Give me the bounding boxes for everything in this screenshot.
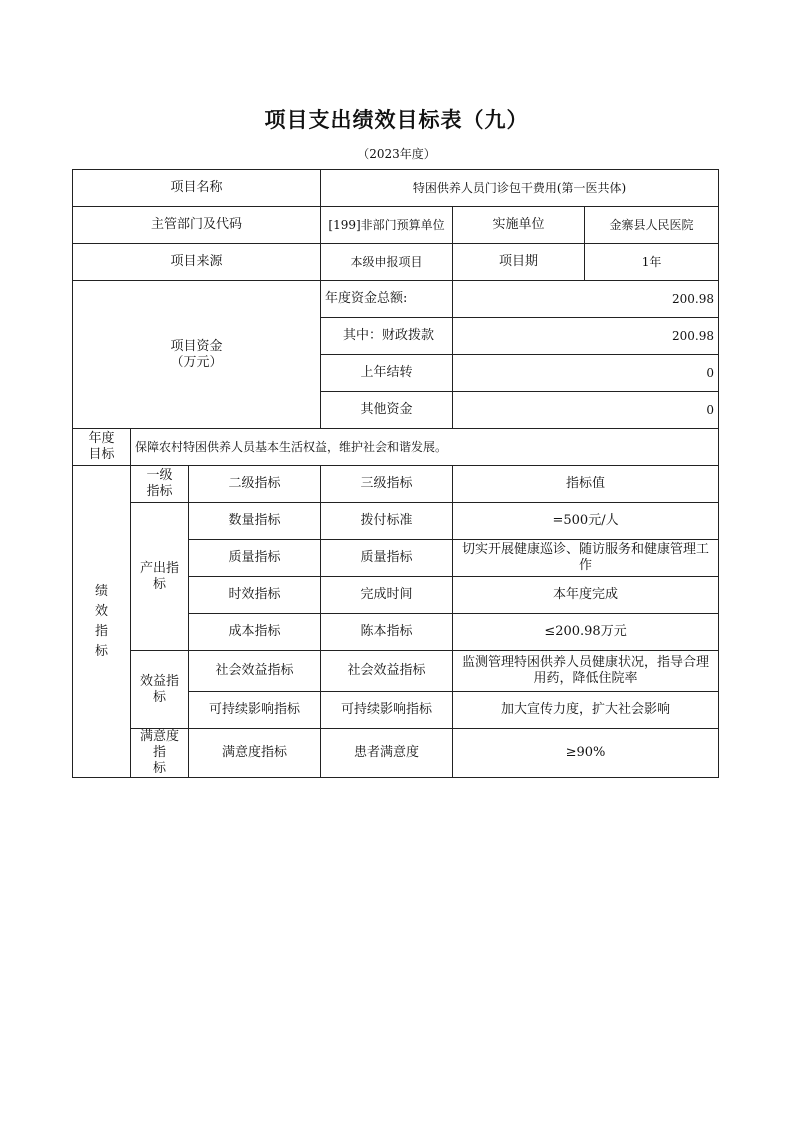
level2-cell: 质量指标 xyxy=(189,540,321,577)
project-name-row xyxy=(73,170,719,207)
section-label-char: 标 xyxy=(94,643,108,659)
indicator-value-cell: =500元/人 xyxy=(453,503,719,540)
funds-row-value: 0 xyxy=(453,392,719,429)
implementing-unit-label: 实施单位 xyxy=(453,207,585,244)
funds-row-value: 200.98 xyxy=(453,281,719,318)
level2-cell: 社会效益指标 xyxy=(189,651,321,692)
indicator-value-cell: ≤200.98万元 xyxy=(453,614,719,651)
level2-cell: 成本指标 xyxy=(189,614,321,651)
indicator-header-row xyxy=(73,466,719,503)
section-label-char: 指 xyxy=(94,623,108,639)
project-source-label: 项目来源 xyxy=(73,244,321,281)
indicator-value-cell: 监测管理特困供养人员健康状况，指导合理用药，降低住院率 xyxy=(453,651,719,692)
funds-row-label: 其他资金 xyxy=(321,392,453,429)
level2-cell: 时效指标 xyxy=(189,577,321,614)
department-label: 主管部门及代码 xyxy=(73,207,321,244)
annual-goal-text: 保障农村特困供养人员基本生活权益，维护社会和谐发展。 xyxy=(131,429,719,466)
funds-row-label: 上年结转 xyxy=(321,355,453,392)
section-label-char: 效 xyxy=(94,603,108,619)
section-label-char: 绩 xyxy=(94,583,108,599)
benefit-indicator-label: 效益指标 xyxy=(131,651,189,729)
funds-total-row xyxy=(73,281,719,318)
level3-header: 三级指标 xyxy=(321,466,453,503)
level2-cell: 满意度指标 xyxy=(189,729,321,778)
funds-row-value: 0 xyxy=(453,355,719,392)
funds-row-label: 其中：财政拨款 xyxy=(321,318,453,355)
project-period-label: 项目期 xyxy=(453,244,585,281)
indicator-value-cell: 加大宣传力度，扩大社会影响 xyxy=(453,692,719,729)
level1-header-line2: 指标 xyxy=(146,484,173,499)
source-row xyxy=(73,244,719,281)
page-title: 项目支出绩效目标表（九） xyxy=(264,108,529,132)
level3-cell: 完成时间 xyxy=(321,577,453,614)
annual-goal-row xyxy=(73,429,719,466)
project-period-value: 1年 xyxy=(585,244,719,281)
project-funds-label-line2: （万元） xyxy=(170,354,223,370)
level3-cell: 患者满意度 xyxy=(321,729,453,778)
satisfaction-label-line1: 满意度指 xyxy=(139,729,179,760)
department-row xyxy=(73,207,719,244)
annual-goal-label-line1: 年度 xyxy=(88,431,115,446)
level1-header xyxy=(131,466,189,503)
funds-row-value: 200.98 xyxy=(453,318,719,355)
satisfaction-label-line2: 标 xyxy=(152,761,166,776)
level2-header: 二级指标 xyxy=(189,466,321,503)
indicator-value-cell: ≥90% xyxy=(453,729,719,778)
benefit-indicator-row xyxy=(73,651,719,692)
level2-cell: 可持续影响指标 xyxy=(189,692,321,729)
funds-row-label: 年度资金总额: xyxy=(321,281,453,318)
project-name-label: 项目名称 xyxy=(73,170,321,207)
level3-cell: 质量指标 xyxy=(321,540,453,577)
output-indicator-label: 产出指标 xyxy=(131,503,189,651)
indicator-value-cell: 切实开展健康巡诊、随访服务和健康管理工作 xyxy=(453,540,719,577)
project-funds-label-line1: 项目资金 xyxy=(170,338,223,354)
indicator-value-cell: 本年度完成 xyxy=(453,577,719,614)
level3-cell: 陈本指标 xyxy=(321,614,453,651)
page-subtitle: （2023年度） xyxy=(357,147,436,161)
project-funds-label xyxy=(73,281,321,429)
level3-cell: 社会效益指标 xyxy=(321,651,453,692)
level3-cell: 拨付标准 xyxy=(321,503,453,540)
department-value: [199]非部门预算单位 xyxy=(321,207,453,244)
satisfaction-indicator-label xyxy=(131,729,189,778)
level3-cell: 可持续影响指标 xyxy=(321,692,453,729)
project-name-value: 特困供养人员门诊包干费用(第一医共体) xyxy=(321,170,719,207)
annual-goal-label xyxy=(73,429,131,466)
level1-header-line1: 一级 xyxy=(146,468,173,483)
indicator-value-header: 指标值 xyxy=(453,466,719,503)
level2-cell: 数量指标 xyxy=(189,503,321,540)
output-indicator-row xyxy=(73,503,719,540)
performance-target-table xyxy=(72,169,719,778)
satisfaction-indicator-row xyxy=(73,729,719,778)
project-source-value: 本级申报项目 xyxy=(321,244,453,281)
implementing-unit-value: 金寨县人民医院 xyxy=(585,207,719,244)
performance-indicator-section-label xyxy=(73,466,131,778)
annual-goal-label-line2: 目标 xyxy=(88,447,115,462)
